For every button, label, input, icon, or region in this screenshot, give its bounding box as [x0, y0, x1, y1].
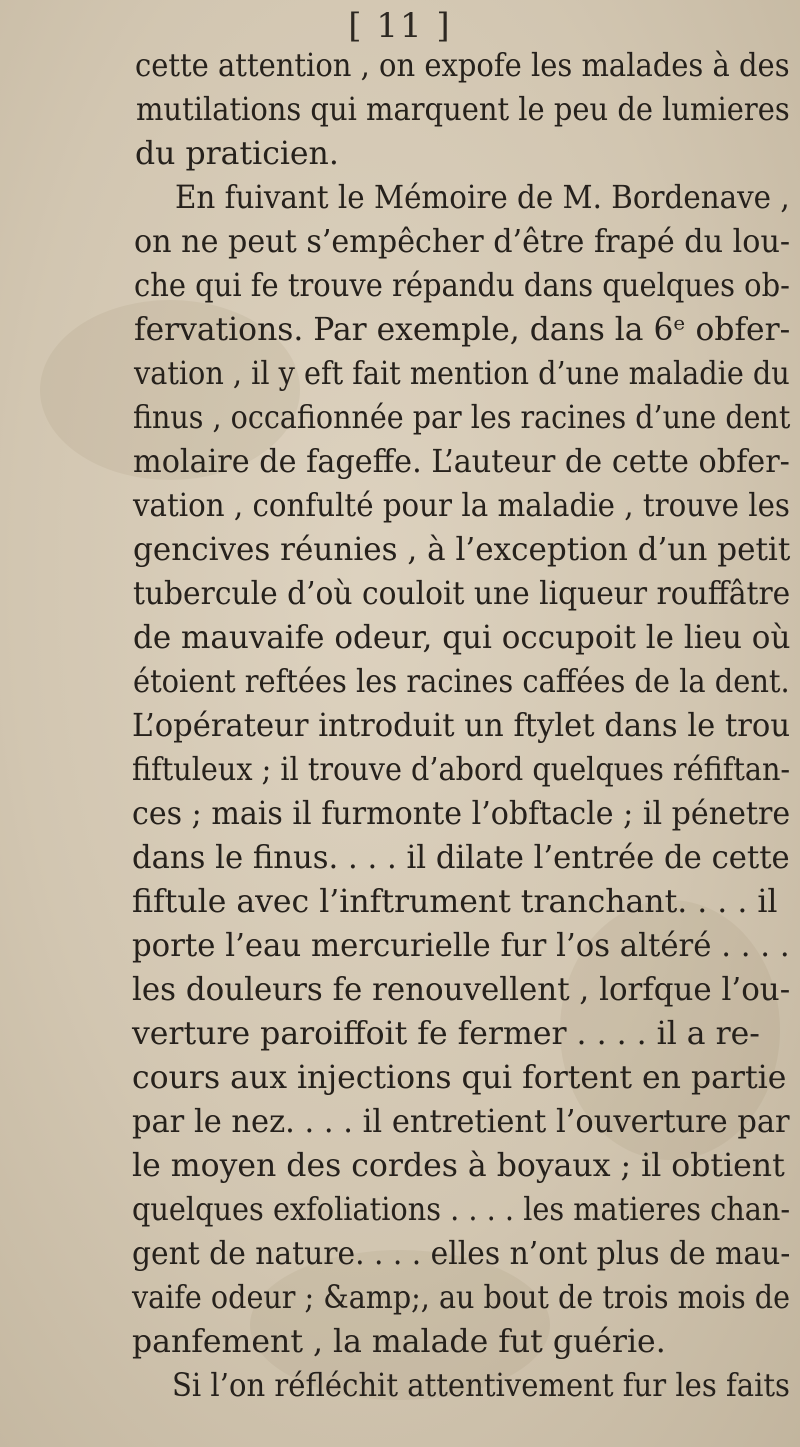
text-line: panfement , la malade fut guérie. [132, 1324, 666, 1360]
text-line: fiftuleux ; il trouve d’abord quelques réfiftan- [132, 752, 791, 788]
text-line: mutilations qui marquent le peu de lumieres [136, 92, 790, 128]
text-line: cours aux injections qui fortent en partie [132, 1060, 787, 1096]
text-line: cette attention , on expofe les malades à des [135, 48, 790, 84]
text-line: che qui fe trouve répandu dans quelques ob- [134, 268, 790, 304]
text-line: porte l’eau mercurielle fur l’os altéré . . . . [132, 928, 790, 964]
text-line: tubercule d’où couloit une liqueur rouffâtre [133, 576, 791, 612]
text-line: ces ; mais il furmonte l’obftacle ; il pénetre [132, 796, 791, 832]
text-line: fiftule avec l’inftrument tranchant. . . . il [132, 884, 778, 920]
page-number: [ 11 ] [348, 6, 452, 46]
text-line: L’opérateur introduit un ftylet dans le trou [132, 708, 791, 744]
text-line: finus , occafionnée par les racines d’une dent [133, 400, 791, 436]
text-line: de mauvaife odeur, qui occupoit le lieu où [133, 620, 791, 656]
text-line: on ne peut s’empêcher d’être frapé du lou- [134, 224, 791, 260]
text-line: molaire de fageffe. L’auteur de cette obfer- [133, 444, 790, 480]
text-line: dans le finus. . . . il dilate l’entrée de cette [132, 840, 790, 876]
text-line: du praticien. [135, 136, 339, 172]
text-line: les douleurs fe renouvellent , lorfque l’ou- [132, 972, 791, 1008]
text-line: par le nez. . . . il entretient l’ouverture par [132, 1104, 790, 1140]
text-line: quelques exfoliations . . . . les matieres chan- [132, 1192, 791, 1228]
text-line: vation , confulté pour la maladie , trouve les [133, 488, 790, 524]
text-line: vaife odeur ; &amp;, au bout de trois mois de [132, 1280, 791, 1316]
text-line: fervations. Par exemple, dans la 6ᵉ obfer- [134, 312, 791, 348]
text-line: En fuivant le Mémoire de M. Bordenave , [175, 180, 790, 216]
text-line: gent de nature. . . . elles n’ont plus de mau- [132, 1236, 791, 1272]
text-line: gencives réunies , à l’exception d’un petit [133, 532, 791, 568]
text-line: étoient reftées les racines caffées de la dent. [133, 664, 790, 700]
text-line: Si l’on réfléchit attentivement fur les faits [172, 1368, 790, 1404]
text-line: le moyen des cordes à boyaux ; il obtient [132, 1148, 785, 1184]
text-line: vation , il y eft fait mention d’une maladie du [134, 356, 790, 392]
text-line: verture paroiffoit fe fermer . . . . il a re- [132, 1016, 760, 1052]
